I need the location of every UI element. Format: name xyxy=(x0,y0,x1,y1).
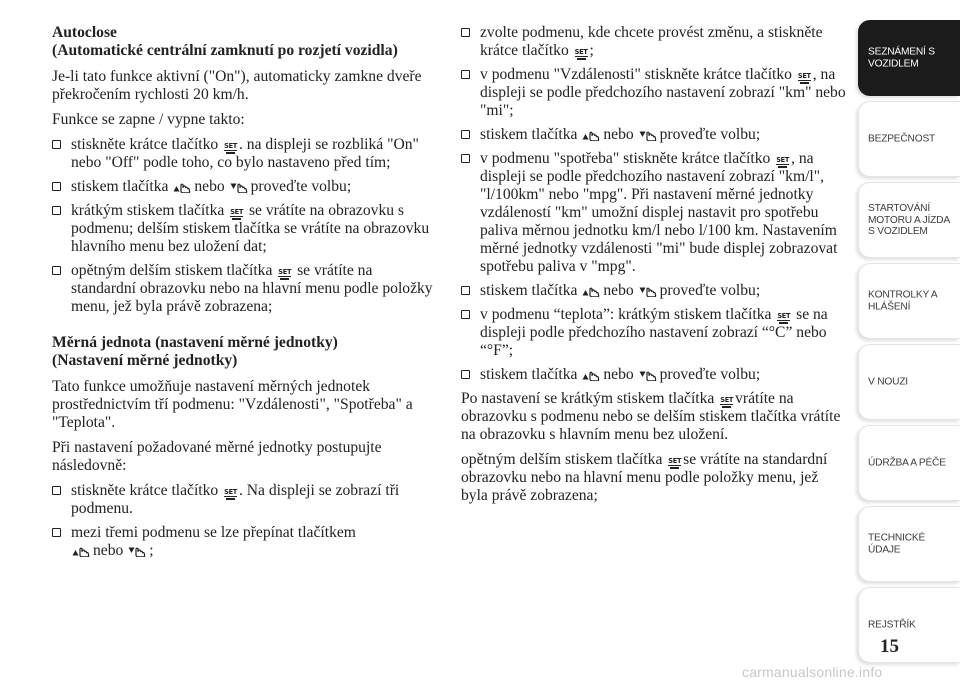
down-arrow-hand-icon xyxy=(639,367,659,381)
set-button-icon: SET xyxy=(668,458,681,469)
tab-label: STARTOVÁNÍ MOTORU A JÍZDA S VOZIDLEM xyxy=(868,202,950,237)
tab-rejstrik[interactable] xyxy=(858,587,960,663)
page-number: 15 xyxy=(880,636,899,657)
set-button-icon: SET xyxy=(224,143,237,154)
up-arrow-hand-icon xyxy=(582,283,602,297)
list-item: stiskem tlačítka nebo proveďte volbu; xyxy=(461,366,847,384)
autoclose-toggle-text: Funkce se zapne / vypne takto: xyxy=(52,111,245,128)
chapter-tabs xyxy=(858,20,960,668)
square-bullet-icon xyxy=(52,140,61,149)
set-button-icon: SET xyxy=(575,49,588,60)
square-bullet-icon xyxy=(52,182,61,191)
list-item: zvolte podmenu, kde chcete provést změnu, a stiskněte krátce tlačítko SET ; xyxy=(461,24,847,60)
square-bullet-icon xyxy=(461,286,470,295)
list-item: v podmenu "spotřeba" stiskněte krátce tlačítko SET , na displeji se podle předchozího nastavení zobrazí "km/l", "l/100km" nebo "mpg". Při nastavení měrné jednotky vzdáleností "km" umožní displej nastavit pro spotřebu paliva měrnou jednotku km/l nebo l/100 km. Nastavením měrné jednotky vzdálenosti "mi" bude displej zobrazovat spotřebu paliva v "mpg". xyxy=(461,150,847,276)
up-arrow-hand-icon xyxy=(72,543,92,557)
list-item: opětným delším stiskem tlačítka SET se vrátíte na standardní obrazovku nebo na hlavní menu podle položky menu, jež byla právě zobrazena; xyxy=(52,262,436,316)
set-button-icon: SET xyxy=(230,209,243,220)
up-arrow-hand-icon xyxy=(582,367,602,381)
square-bullet-icon xyxy=(52,486,61,495)
square-bullet-icon xyxy=(461,154,470,163)
up-arrow-hand-icon xyxy=(582,127,602,141)
tab-label: SEZNÁMENÍ S VOZIDLEM xyxy=(868,46,935,69)
list-item: stiskem tlačítka nebo proveďte volbu; xyxy=(461,126,847,144)
left-column xyxy=(52,24,436,566)
down-arrow-hand-icon xyxy=(230,179,250,193)
square-bullet-icon xyxy=(52,206,61,215)
set-button-icon: SET xyxy=(776,157,789,168)
list-item: krátkým stiskem tlačítka SET se vrátíte na obrazovku s podmenu; delším stiskem tlačítka se vrátíte na obrazovku hlavního menu bez uložení dat; xyxy=(52,202,436,256)
list-item: v podmenu "Vzdálenosti" stiskněte krátce tlačítko SET , na displeji se podle předchozího nastavení zobrazí "km" nebo "mi"; xyxy=(461,66,847,120)
list-item: stiskněte krátce tlačítko SET . Na displeji se zobrazí tři podmenu. xyxy=(52,482,436,518)
down-arrow-hand-icon xyxy=(128,543,148,557)
units-heading: Měrná jednota (nastavení měrné jednotky) (Nastavení měrné jednotky) xyxy=(52,334,338,369)
tab-label: V NOUZI xyxy=(868,376,908,388)
paragraph: opětným delším stiskem tlačítka SET se vrátíte na standardní obrazovku nebo na hlavní menu podle položky menu, jež byla právě zobrazena; xyxy=(461,451,828,504)
list-item: stiskem tlačítka nebo proveďte volbu; xyxy=(52,178,436,196)
list-item: mezi třemi podmenu se lze přepínat tlačítkem nebo ; xyxy=(52,524,436,560)
units-procedure: Při nastavení požadované měrné jednotky postupujte následovně: xyxy=(52,439,382,474)
square-bullet-icon xyxy=(52,266,61,275)
autoclose-intro: Je-li tato funkce aktivní ("On"), automaticky zamkne dveře překročením rychlosti 20 km/h. xyxy=(52,68,422,103)
list-item: v podmenu “teplota”: krátkým stiskem tlačítka SET se na displeji podle předchozího nastavení zobrazí “°C” nebo “°F”; xyxy=(461,306,847,360)
tab-label: KONTROLKY A HLÁŠENÍ xyxy=(868,289,938,312)
square-bullet-icon xyxy=(52,528,61,537)
set-button-icon: SET xyxy=(777,313,790,324)
tab-label: REJSTŘÍK xyxy=(868,619,916,631)
paragraph: Po nastavení se krátkým stiskem tlačítka SET vrátíte na obrazovku s podmenu nebo se delším stiskem tlačítka vrátíte na obrazovku s hlavním menu bez uložení. xyxy=(461,390,841,443)
tab-kontrolky[interactable] xyxy=(858,263,960,339)
tab-seznameni[interactable] xyxy=(858,20,960,96)
tab-label: ÚDRŽBA A PÉČE xyxy=(868,457,946,469)
right-column xyxy=(461,24,847,512)
square-bullet-icon xyxy=(461,310,470,319)
tab-bezpecnost[interactable] xyxy=(858,101,960,177)
tab-v-nouzi[interactable] xyxy=(858,344,960,420)
down-arrow-hand-icon xyxy=(639,283,659,297)
autoclose-heading: Autoclose (Automatické centrální zamknutí po rozjetí vozidla) xyxy=(52,24,398,59)
set-button-icon: SET xyxy=(720,397,733,408)
tab-technicke-udaje[interactable] xyxy=(858,506,960,582)
tab-label: BEZPEČNOST xyxy=(868,133,936,145)
set-button-icon: SET xyxy=(224,489,237,500)
tab-label: TECHNICKÉ ÚDAJE xyxy=(868,532,926,555)
square-bullet-icon xyxy=(461,70,470,79)
units-intro: Tato funkce umožňuje nastavení měrných jednotek prostřednictvím tří podmenu: "Vzdálenosti", "Spotřeba" a "Teplota". xyxy=(52,378,413,431)
set-button-icon: SET xyxy=(278,269,291,280)
list-item: stiskem tlačítka nebo proveďte volbu; xyxy=(461,282,847,300)
up-arrow-hand-icon xyxy=(173,179,193,193)
tab-startovani[interactable] xyxy=(858,182,960,258)
down-arrow-hand-icon xyxy=(639,127,659,141)
tab-udrzba[interactable] xyxy=(858,425,960,501)
watermark: carmanualsonline.info xyxy=(742,664,883,680)
square-bullet-icon xyxy=(461,28,470,37)
list-item: stiskněte krátce tlačítko SET . na displeji se rozbliká "On" nebo "Off" podle toho, co bylo nastaveno před tím; xyxy=(52,136,436,172)
square-bullet-icon xyxy=(461,130,470,139)
square-bullet-icon xyxy=(461,370,470,379)
set-button-icon: SET xyxy=(798,73,811,84)
